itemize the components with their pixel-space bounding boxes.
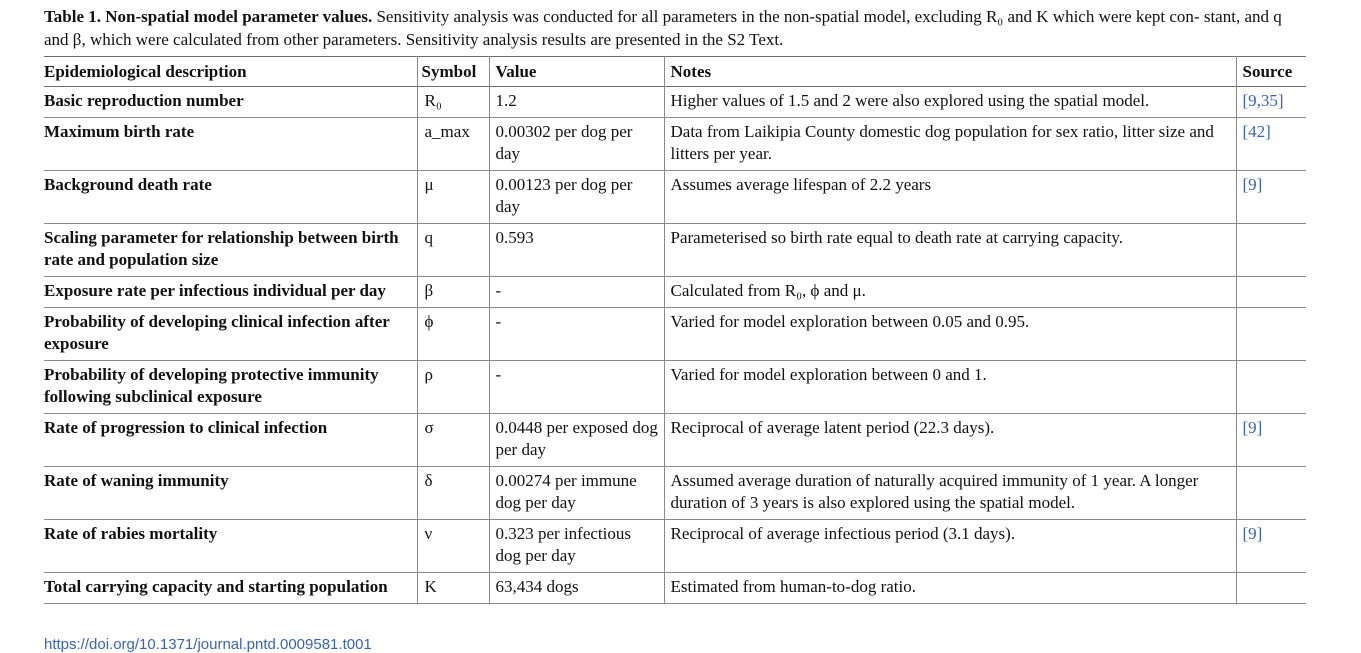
row-value: - bbox=[489, 277, 664, 308]
table-row bbox=[44, 467, 1306, 520]
row-source-link[interactable]: [9,35] bbox=[1236, 87, 1306, 118]
row-notes: Reciprocal of average latent period (22.3 days). bbox=[664, 414, 1236, 467]
table-caption bbox=[44, 5, 1306, 51]
caption-label: Table 1. bbox=[44, 7, 102, 26]
table-row bbox=[44, 308, 1306, 361]
row-source-link[interactable] bbox=[1236, 467, 1306, 520]
row-description: Rate of progression to clinical infection bbox=[44, 418, 328, 437]
row-notes: Reciprocal of average infectious period (3.1 days). bbox=[664, 520, 1236, 573]
row-source-link[interactable] bbox=[1236, 361, 1306, 414]
table-row bbox=[44, 171, 1306, 224]
caption-title: Non-spatial model parameter values. bbox=[105, 7, 373, 26]
row-notes: Estimated from human-to-dog ratio. bbox=[664, 573, 1236, 604]
row-source-link[interactable] bbox=[1236, 224, 1306, 277]
row-symbol: μ bbox=[417, 171, 489, 224]
row-notes: Assumes average lifespan of 2.2 years bbox=[664, 171, 1236, 224]
table-row bbox=[44, 224, 1306, 277]
row-description: Probability of developing clinical infection after exposure bbox=[44, 312, 390, 353]
parameter-table bbox=[44, 56, 1306, 604]
row-description: Maximum birth rate bbox=[44, 122, 195, 141]
row-source-link[interactable]: [9] bbox=[1236, 414, 1306, 467]
row-symbol: σ bbox=[417, 414, 489, 467]
row-value: 0.00302 per dog per day bbox=[489, 118, 664, 171]
caption-text: Sensitivity analysis was conducted for all parameters in the non-spatial model, excluding R₀ and K which were kept con- stant, and q and β, which were calculated from other parameters. Sensitivity analysis results are presented in the S2 Text. bbox=[44, 7, 1282, 49]
header-value: Value bbox=[489, 57, 664, 87]
table-row bbox=[44, 573, 1306, 604]
row-value: 0.00123 per dog per day bbox=[489, 171, 664, 224]
row-source-link[interactable]: [42] bbox=[1236, 118, 1306, 171]
row-value: 0.593 bbox=[489, 224, 664, 277]
row-value: - bbox=[489, 361, 664, 414]
header-notes: Notes bbox=[664, 57, 1236, 87]
header-description: Epidemiological description bbox=[44, 62, 247, 81]
row-value: - bbox=[489, 308, 664, 361]
row-description: Scaling parameter for relationship between birth rate and population size bbox=[44, 228, 399, 269]
row-symbol: β bbox=[417, 277, 489, 308]
table-header-row bbox=[44, 57, 1306, 87]
row-description: Probability of developing protective immunity following subclinical exposure bbox=[44, 365, 379, 406]
row-value: 1.2 bbox=[489, 87, 664, 118]
row-description: Exposure rate per infectious individual per day bbox=[44, 281, 386, 300]
row-notes: Higher values of 1.5 and 2 were also explored using the spatial model. bbox=[664, 87, 1236, 118]
row-symbol: q bbox=[417, 224, 489, 277]
row-notes: Varied for model exploration between 0.05 and 0.95. bbox=[664, 308, 1236, 361]
row-description: Rate of waning immunity bbox=[44, 471, 229, 490]
row-description: Total carrying capacity and starting population bbox=[44, 577, 388, 596]
table-row bbox=[44, 520, 1306, 573]
row-source-link[interactable] bbox=[1236, 277, 1306, 308]
table-row bbox=[44, 277, 1306, 308]
table-row bbox=[44, 87, 1306, 118]
row-symbol: ρ bbox=[417, 361, 489, 414]
row-symbol: ν bbox=[417, 520, 489, 573]
row-notes: Calculated from R₀, ϕ and μ. bbox=[664, 277, 1236, 308]
row-notes: Parameterised so birth rate equal to death rate at carrying capacity. bbox=[664, 224, 1236, 277]
row-description: Rate of rabies mortality bbox=[44, 524, 218, 543]
row-notes: Data from Laikipia County domestic dog population for sex ratio, litter size and litters per year. bbox=[664, 118, 1236, 171]
row-value: 0.00274 per immune dog per day bbox=[489, 467, 664, 520]
row-symbol: a_max bbox=[417, 118, 489, 171]
row-value: 0.0448 per exposed dog per day bbox=[489, 414, 664, 467]
row-value: 63,434 dogs bbox=[489, 573, 664, 604]
row-symbol: ϕ bbox=[417, 308, 489, 361]
row-source-link[interactable]: [9] bbox=[1236, 171, 1306, 224]
row-symbol: δ bbox=[417, 467, 489, 520]
row-description: Background death rate bbox=[44, 175, 212, 194]
row-value: 0.323 per infectious dog per day bbox=[489, 520, 664, 573]
table-row bbox=[44, 361, 1306, 414]
header-source: Source bbox=[1236, 57, 1306, 87]
table-row bbox=[44, 414, 1306, 467]
row-symbol: R₀ bbox=[417, 87, 489, 118]
doi-link[interactable]: https://doi.org/10.1371/journal.pntd.0009581.t001 bbox=[44, 636, 372, 653]
row-symbol: K bbox=[417, 573, 489, 604]
header-symbol: Symbol bbox=[417, 57, 489, 87]
table-row bbox=[44, 118, 1306, 171]
row-source-link[interactable]: [9] bbox=[1236, 520, 1306, 573]
row-source-link[interactable] bbox=[1236, 573, 1306, 604]
row-source-link[interactable] bbox=[1236, 308, 1306, 361]
row-notes: Assumed average duration of naturally acquired immunity of 1 year. A longer duration of 3 years is also explored using the spatial model. bbox=[664, 467, 1236, 520]
row-notes: Varied for model exploration between 0 and 1. bbox=[664, 361, 1236, 414]
row-description: Basic reproduction number bbox=[44, 91, 244, 110]
